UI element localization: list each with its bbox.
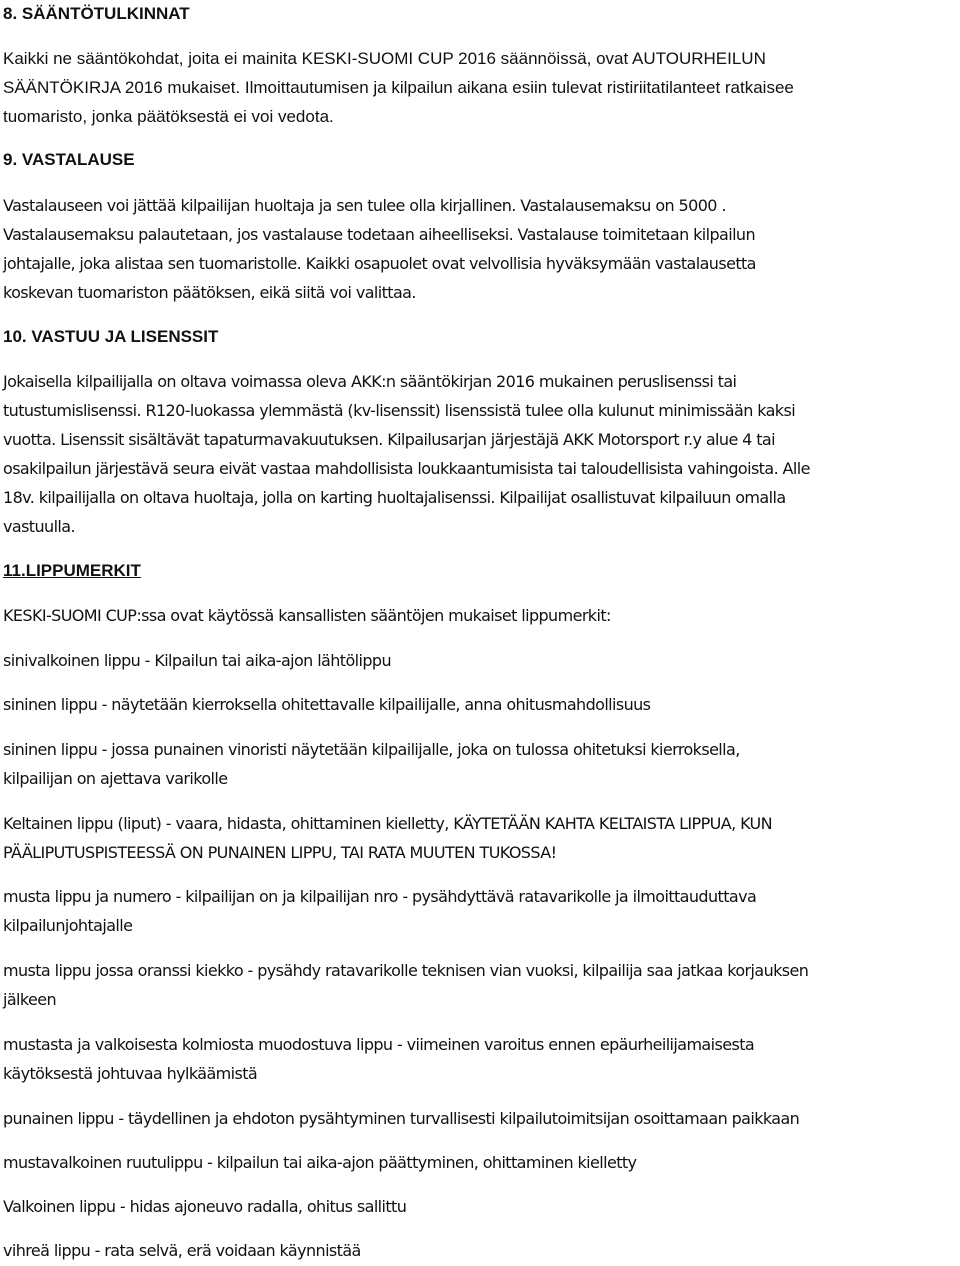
text-line: KESKI-SUOMI CUP:ssa ovat käytössä kansallisten sääntöjen mukaiset lippumerkit:	[3, 606, 611, 625]
text-line: Vastalauseen voi jättää kilpailijan huoltaja ja sen tulee olla kirjallinen. Vastalausemaksu on 5000 .	[3, 196, 726, 215]
text-line: vihreä lippu - rata selvä, erä voidaan käynnistää	[3, 1241, 361, 1260]
text-line: Vastalausemaksu palautetaan, jos vastalause todetaan aiheelliseksi. Vastalause toimitetaan kilpailun	[3, 225, 755, 244]
text-line: PÄÄLIPUTUSPISTEESSÄ ON PUNAINEN LIPPU, TAI RATA MUUTEN TUKOSSA!	[3, 843, 557, 862]
text-line: mustasta ja valkoisesta kolmiosta muodostuva lippu - viimeinen varoitus ennen epäurheilijamaisesta	[3, 1035, 755, 1054]
flag-item	[3, 1030, 953, 1088]
text-line: SÄÄNTÖKIRJA 2016 mukaiset. Ilmoittautumisen ja kilpailun aikana esiin tulevat ristiriitatilanteet ratkaisee	[3, 78, 794, 97]
paragraph-section-10	[3, 367, 953, 541]
flag-item	[3, 809, 953, 867]
text-line: johtajalle, joka alistaa sen tuomaristolle. Kaikki osapuolet ovat velvollisia hyväksymään vastalausetta	[3, 254, 756, 273]
text-line: tutustumislisenssi. R120-luokassa ylemmästä (kv-lisenssit) lisenssistä tulee olla kulunut minimissään kaksi	[3, 401, 796, 420]
text-line: sininen lippu - jossa punainen vinoristi näytetään kilpailijalle, joka on tulossa ohitetuksi kierroksella,	[3, 740, 740, 759]
text-line: Jokaisella kilpailijalla on oltava voimassa oleva AKK:n sääntökirjan 2016 mukainen peruslisenssi tai	[3, 372, 737, 391]
flag-item	[3, 882, 953, 940]
text-line: musta lippu jossa oranssi kiekko - pysähdy ratavarikolle teknisen vian vuoksi, kilpailija saa jatkaa korjauksen	[3, 961, 809, 980]
heading-section-11: 11.LIPPUMERKIT	[3, 561, 141, 580]
text-line: sininen lippu - näytetään kierroksella ohitettavalle kilpailijalle, anna ohitusmahdollisuus	[3, 695, 651, 714]
text-line: 18v. kilpailijalla on oltava huoltaja, jolla on karting huoltajalisenssi. Kilpailijat osallistuvat kilpailuun omalla	[3, 488, 786, 507]
flag-item	[3, 1148, 953, 1177]
text-line: Kaikki ne sääntökohdat, joita ei mainita KESKI-SUOMI CUP 2016 säännöissä, ovat AUTOURHEILUN	[3, 49, 766, 68]
text-line: punainen lippu - täydellinen ja ehdoton pysähtyminen turvallisesti kilpailutoimitsijan osoittamaan paikkaan	[3, 1109, 800, 1128]
text-line: käytöksestä johtuvaa hylkäämistä	[3, 1064, 258, 1083]
heading-section-8: 8. SÄÄNTÖTULKINNAT	[3, 4, 190, 23]
flags-intro	[3, 601, 953, 630]
flag-item	[3, 690, 953, 719]
text-line: sinivalkoinen lippu - Kilpailun tai aika-ajon lähtölippu	[3, 651, 392, 670]
text-line: jälkeen	[3, 990, 57, 1009]
flag-item	[3, 1236, 953, 1265]
flag-item	[3, 735, 953, 793]
text-line: Keltainen lippu (liput) - vaara, hidasta, ohittaminen kielletty, KÄYTETÄÄN KAHTA KELTAISTA LIPPUA, KUN	[3, 814, 773, 833]
text-line: koskevan tuomariston päätöksen, eikä siitä voi valittaa.	[3, 283, 416, 302]
text-line: vastuulla.	[3, 517, 75, 536]
flag-item	[3, 956, 953, 1014]
paragraph-section-8	[3, 44, 953, 131]
text-line: mustavalkoinen ruutulippu - kilpailun tai aika-ajon päättyminen, ohittaminen kielletty	[3, 1153, 637, 1172]
flag-item	[3, 1192, 953, 1221]
text-line: osakilpailun järjestävä seura eivät vastaa mahdollisista loukkaantumisista tai taloudellisista vahingoista. Alle	[3, 459, 810, 478]
paragraph-section-9	[3, 191, 953, 307]
heading-section-9: 9. VASTALAUSE	[3, 150, 135, 169]
text-line: kilpailunjohtajalle	[3, 916, 133, 935]
text-line: tuomaristo, jonka päätöksestä ei voi vedota.	[3, 107, 334, 126]
text-line: musta lippu ja numero - kilpailijan on ja kilpailijan nro - pysähdyttävä ratavarikolle ja ilmoittauduttava	[3, 887, 757, 906]
text-line: kilpailijan on ajettava varikolle	[3, 769, 228, 788]
text-line: Valkoinen lippu - hidas ajoneuvo radalla, ohitus sallittu	[3, 1197, 407, 1216]
text-line: vuotta. Lisenssit sisältävät tapaturmavakuutuksen. Kilpailusarjan järjestäjä AKK Motorsport r.y alue 4 tai	[3, 430, 775, 449]
flag-item	[3, 1104, 953, 1133]
heading-section-10: 10. VASTUU JA LISENSSIT	[3, 327, 219, 346]
flag-item	[3, 646, 953, 675]
